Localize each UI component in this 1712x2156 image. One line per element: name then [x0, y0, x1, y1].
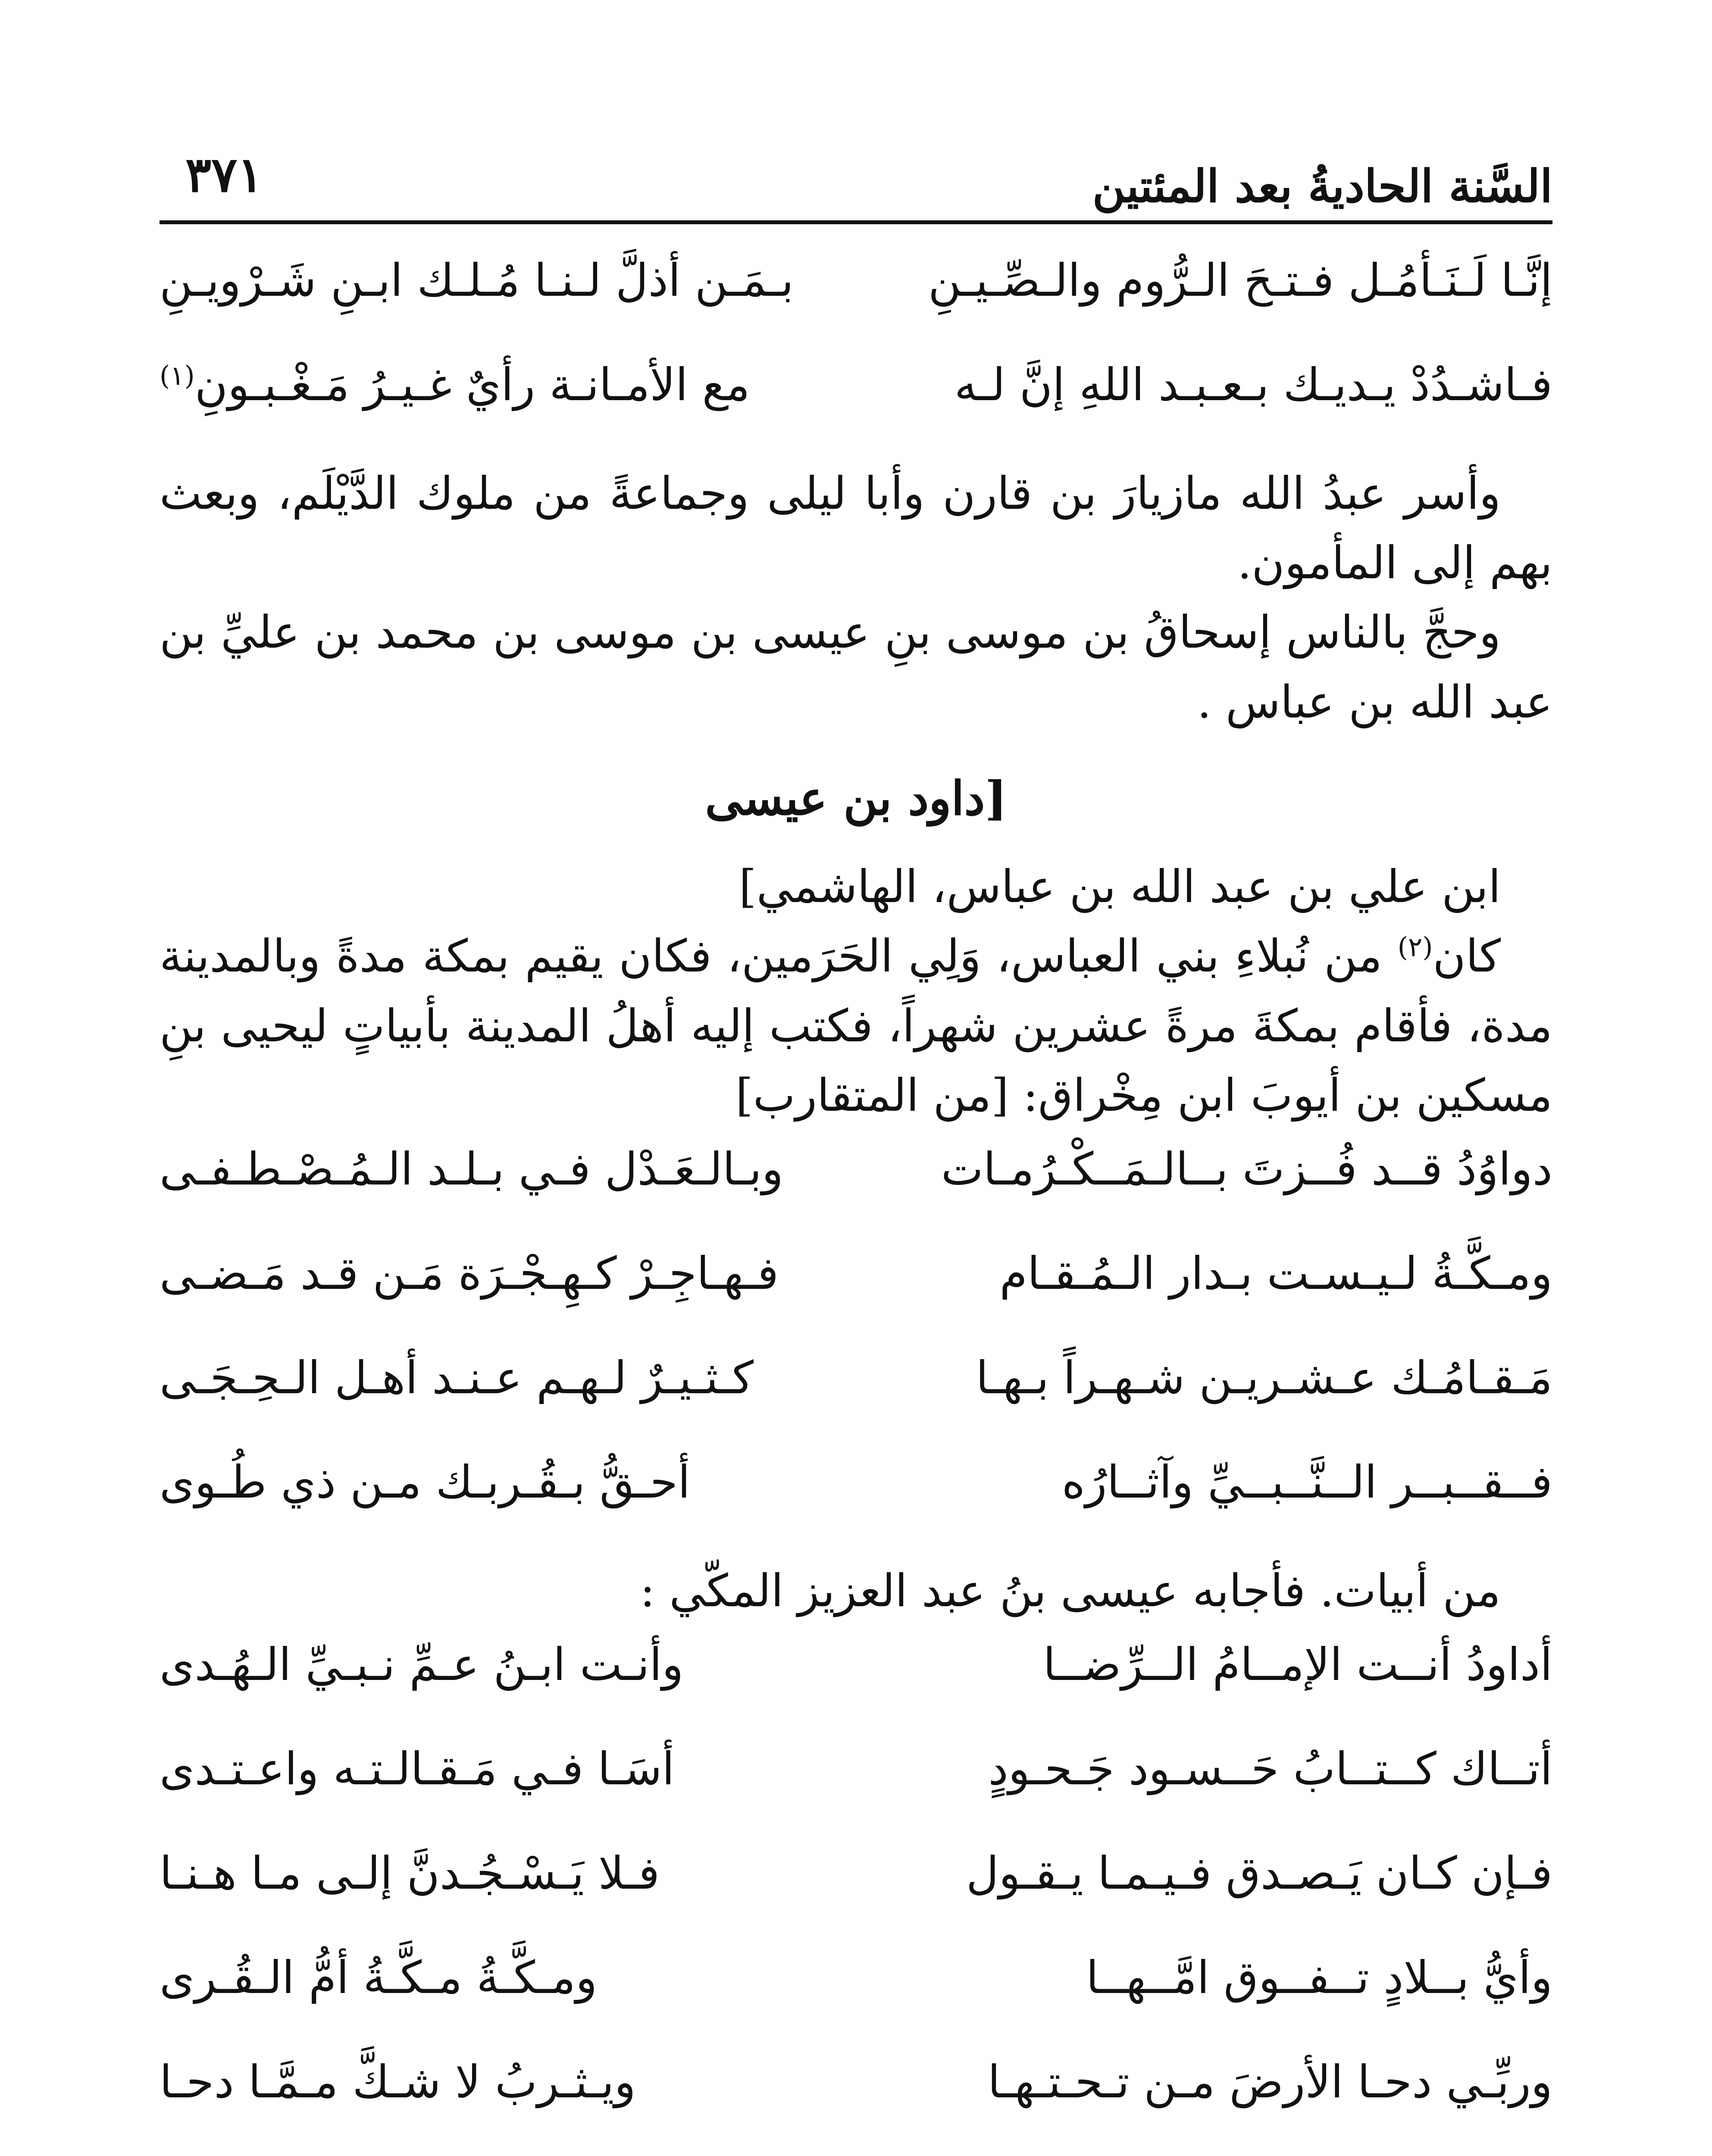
verse-line [160, 1134, 1552, 1239]
page-header [160, 134, 1552, 220]
verse-line [160, 1839, 1552, 1943]
verse-line [160, 1734, 1552, 1839]
paragraph-text: من نُبلاءِ بني العباس، وَلِي الحَرَمين، فكان يقيم بمكة مدةً وبالمدينة مدة، فأقام بمكةَ مرةً عشرين شهراً، فكتب إليه أهلُ المدينة بأبياتٍ ليحيى بنِ مسكين بن أيوبَ ابن مِخْراق: [من المتقارب] [160, 930, 1552, 1122]
verse-second-hemistich: كـثـيـرٌ لـهـم عـنـد أهـل الـحِـجَـى [160, 1351, 754, 1404]
verse-second-hemistich: ويـثـربُ لا شـكَّ مـمَّـا دحـا [160, 2056, 636, 2109]
paragraph-start: كان [1433, 930, 1501, 983]
verse-first-hemistich: فـاشـدُدْ يـديـك بـعـبـد اللهِ إنَّ لـه [954, 358, 1552, 411]
footnote-marker: (٢) [1397, 931, 1433, 963]
verse-line [160, 350, 1552, 454]
verse-second-hemistich: أحـقُّ بـقُـربـك مـن ذي طُـوى [160, 1455, 690, 1508]
verse-first-hemistich: فـإن كـان يَـصـدق فـيـمـا يـقـول [966, 1847, 1552, 1900]
footnote-marker: (١) [160, 360, 195, 392]
header-rule [160, 220, 1552, 224]
verse-first-hemistich: فــقــبــر الــنَّــبــيِّ وآثــارُه [1061, 1455, 1552, 1508]
verse-first-hemistich: ومـكَّـةُ لـيـسـت بـدار الـمُـقـام [999, 1247, 1552, 1300]
lineage-line: ابن علي بن عبد الله بن عباس، الهاشمي] [739, 860, 1501, 913]
verse-line [160, 1239, 1552, 1343]
verse-second-hemistich: وبـالـعَـدْل فـي بـلـد الـمُـصْـطـفـى [160, 1142, 784, 1195]
verse-text: مع الأمـانـة رأيٌ غـيـرُ مَـغْـبـونِ [194, 358, 750, 411]
verse-line [160, 1943, 1552, 2047]
verse-first-hemistich: دواوُدُ قــد فُــزتَ بــالـمَــكْـرُمـات [941, 1142, 1552, 1195]
verse-first-hemistich: إنَّـا لَـنَـأمُـل فـتـحَ الـرُّوم والـصِّـيـنِ [928, 254, 1552, 307]
paragraph: وحجَّ بالناس إسحاقُ بن موسى بنِ عيسى بن موسى بن محمد بن عليِّ بن عبد الله بن عباس . [160, 606, 1552, 728]
paragraph: من أبيات. فأجابه عيسى بنُ عبد العزيز المكّي : [640, 1564, 1501, 1617]
poem-1 [160, 246, 1552, 454]
verse-second-hemistich [160, 350, 800, 420]
paragraph: وأسر عبدُ الله مازيارَ بن قارن وأبا ليلى وجماعةً من ملوك الدَّيْلَم، وبعث بهم إلى المأمون. [160, 467, 1552, 589]
verse-second-hemistich: أسَـا فـي مَـقـالـتـه واعـتـدى [160, 1742, 675, 1796]
verse-line [160, 2047, 1552, 2152]
poem-3 [160, 1630, 1552, 2152]
verse-second-hemistich: فـهـاجِـرْ كـهِـجْـرَة مَـن قـد مَـضـى [160, 1247, 779, 1300]
verse-first-hemistich: وأيُّ بــلادٍ تــفــوق امَّــهــا [1086, 1951, 1552, 2004]
verse-line [160, 1343, 1552, 1448]
poem-2 [160, 1134, 1552, 1552]
verse-first-hemistich: أداودُ أنــت الإمــامُ الــرِّضــا [1043, 1638, 1552, 1691]
paragraph [160, 921, 1552, 1130]
verse-first-hemistich: مَـقـامُـك عـشـريـن شـهـراً بـهـا [976, 1351, 1552, 1404]
running-title: السَّنة الحاديةُ بعد المئتين [1092, 160, 1552, 213]
verse-line [160, 246, 1552, 350]
page-number: ٣٧١ [185, 147, 263, 203]
verse-second-hemistich: بـمَـن أذلَّ لـنـا مُـلـك ابـنِ شَـرْويـنِ [160, 254, 794, 307]
verse-second-hemistich: وأنـت ابـنُ عـمِّ نـبـيِّ الـهُـدى [160, 1638, 684, 1691]
verse-line [160, 1630, 1552, 1734]
verse-line [160, 1448, 1552, 1552]
verse-second-hemistich: ومـكَّـةُ مـكَّـةُ أمُّ الـقُـرى [160, 1951, 598, 2004]
main-text [160, 241, 1552, 2156]
section-heading: [داود بن عيسى [705, 771, 1007, 826]
verse-first-hemistich: أتــاك كــتــابُ حَــسـود جَـحـودٍ [988, 1742, 1552, 1796]
verse-first-hemistich: وربِّـي دحـا الأرضَ مـن تـحـتـهـا [987, 2056, 1552, 2109]
verse-second-hemistich: فـلا يَـسْـجُـدنَّ إلـى مـا هـنـا [160, 1847, 660, 1900]
